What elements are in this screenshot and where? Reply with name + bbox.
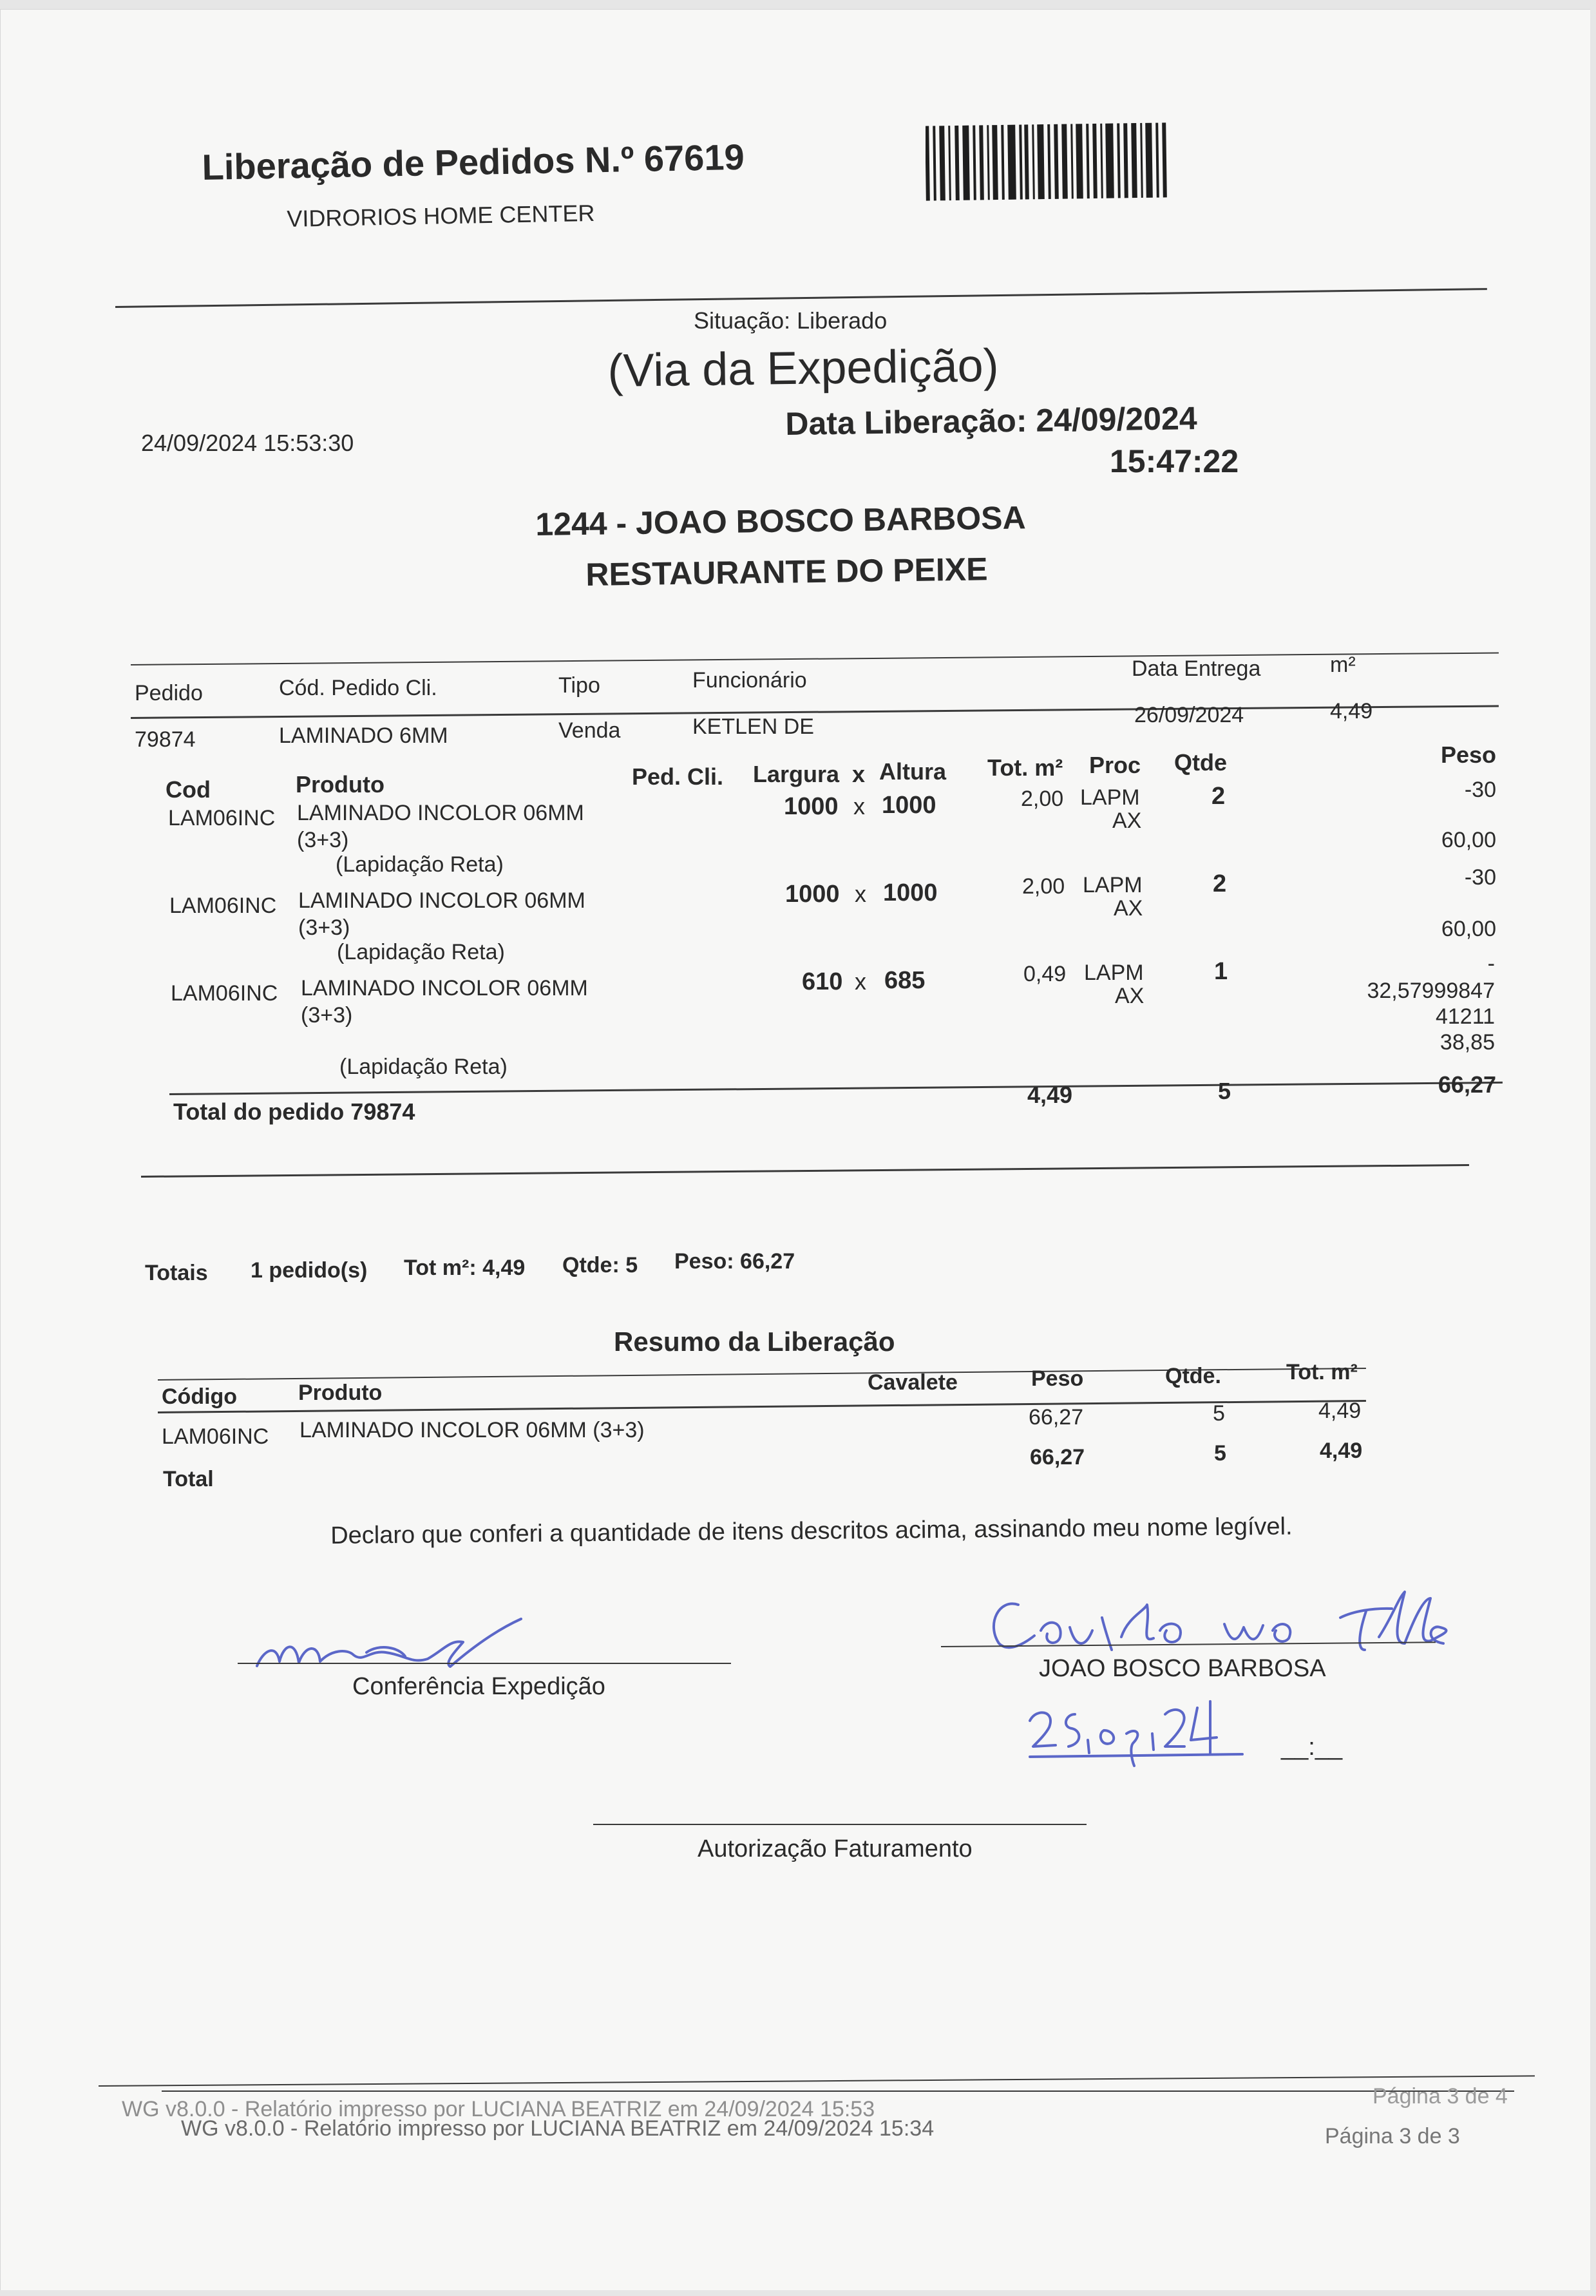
handwritten-date [1023,1695,1268,1772]
signature-label-left: Conferência Expedição [352,1673,605,1700]
resumo-col-qtde: Qtde. [1165,1364,1221,1388]
item-2-proc: LAPM [1083,873,1143,897]
customer-name: 1244 - JOAO BOSCO BARBOSA [535,499,1027,542]
item-2-produto: LAMINADO INCOLOR 06MM [298,888,585,913]
item-2-largura: 1000 [785,881,840,908]
resumo-total-label: Total [163,1467,214,1491]
item-3-qtde: 1 [1214,958,1228,985]
items-total-rule [169,1082,1503,1095]
col-qtde-header: Qtde [1174,749,1228,776]
totais-qtde: Qtde: 5 [562,1253,638,1277]
item-3-peso-line3: 38,85 [1439,1030,1495,1055]
order-total-label: Total do pedido 79874 [173,1098,415,1125]
item-3-proc-line2: AX [1115,984,1145,1008]
item-1-peso-sign: -30 [1464,778,1496,802]
col-tot-m2-header: Tot. m² [987,754,1063,781]
col-largura-header: Largura [753,761,840,787]
resumo-row-produto: LAMINADO INCOLOR 06MM (3+3) [299,1418,645,1442]
col-proc-header: Proc [1089,752,1141,778]
footer-rule-2 [162,2090,1514,2092]
footer-page-2: Página 3 de 3 [1325,2124,1460,2148]
col-data-entrega-header: Data Entrega [1132,656,1261,681]
col-altura-header: Altura [879,758,947,785]
item-1-proc-line2: AX [1112,808,1142,833]
col-tipo-header: Tipo [558,673,600,698]
resumo-row-peso: 66,27 [1029,1405,1084,1430]
col-m2-header: m² [1330,653,1356,677]
totais-label: Totais [145,1261,208,1285]
item-3-produto: LAMINADO INCOLOR 06MM [301,976,588,1000]
resumo-col-produto: Produto [298,1381,383,1405]
item-3-peso-sign: - [1487,952,1495,976]
col-x-header: x [852,761,866,787]
printed-timestamp: 24/09/2024 15:53:30 [141,430,354,456]
order-total-peso: 66,27 [1438,1071,1496,1098]
signature-conferencia [251,1605,585,1682]
resumo-col-codigo: Código [162,1384,238,1409]
totais-pedidos: 1 pedido(s) [251,1258,368,1283]
item-1-cod: LAM06INC [168,806,276,830]
resumo-row-qtde: 5 [1213,1401,1225,1426]
item-1-proc: LAPM [1080,785,1140,810]
item-1-x: x [853,793,865,819]
totais-peso: Peso: 66,27 [674,1249,795,1274]
items-bottom-rule [141,1164,1469,1178]
col-funcionario-header: Funcionário [692,668,807,693]
item-1-tot-m2: 2,00 [1021,787,1064,811]
item-3-peso-line2: 41211 [1435,1004,1495,1029]
resumo-col-cavalete: Cavalete [868,1370,958,1395]
item-1-obs: (Lapidação Reta) [336,852,504,877]
item-2-obs: (Lapidação Reta) [337,940,505,964]
order-total-qtde: 5 [1218,1078,1231,1104]
declaration-text: Declaro que conferi a quantidade de itens descritos acima, assinando meu nome legível. [330,1513,1293,1549]
footer-print-info-1: WG v8.0.0 - Relatório impresso por LUCIANA BEATRIZ em 24/09/2024 15:53 [122,2097,875,2121]
autorizacao-label: Autorização Faturamento [698,1835,973,1862]
time-blank: __:__ [1281,1734,1343,1761]
resumo-col-peso: Peso [1031,1366,1084,1391]
col-ped-cli-header: Ped. Cli. [632,763,724,790]
item-3-x: x [855,968,866,995]
totais-m2: Tot m²: 4,49 [404,1256,526,1280]
footer-page-1: Página 3 de 4 [1373,2084,1508,2109]
item-3-produto-line2: (3+3) [301,1003,353,1028]
item-3-peso-line1: 32,57999847 [1367,979,1495,1003]
item-3-cod: LAM06INC [171,981,278,1006]
item-1-produto: LAMINADO INCOLOR 06MM [297,801,584,825]
resumo-total-tot-m2: 4,49 [1320,1439,1363,1463]
item-2-cod: LAM06INC [169,894,277,918]
status-text: Situação: Liberado [694,307,888,334]
header-rule [115,288,1487,308]
col-produto-header: Produto [296,771,385,798]
item-3-obs: (Lapidação Reta) [339,1055,508,1079]
item-1-produto-line2: (3+3) [297,828,349,852]
order-header-bottom-rule [131,705,1499,719]
col-pedido-header: Pedido [135,681,203,705]
item-1-altura: 1000 [882,792,936,819]
item-1-peso: 60,00 [1441,828,1496,852]
report-title: Liberação de Pedidos N.º 67619 [202,136,745,187]
resumo-total-peso: 66,27 [1030,1445,1085,1469]
item-2-peso: 60,00 [1441,917,1496,941]
item-2-peso-sign: -30 [1464,865,1496,890]
footer-print-info-2: WG v8.0.0 - Relatório impresso por LUCIANA BEATRIZ em 24/09/2024 15:34 [181,2116,935,2141]
order-pedido-value: 79874 [135,727,196,752]
item-3-proc: LAPM [1084,961,1144,985]
item-1-qtde: 2 [1211,783,1226,810]
resumo-title: Resumo da Liberação [614,1326,895,1357]
item-2-proc-line2: AX [1114,896,1143,921]
company-name: VIDRORIOS HOME CENTER [287,199,595,232]
signature-line-left [238,1663,731,1664]
col-cod-header: Cod [166,776,211,803]
item-2-qtde: 2 [1213,870,1227,897]
resumo-row-codigo: LAM06INC [162,1424,269,1449]
order-cod-cli-value: LAMINADO 6MM [279,723,448,748]
release-date: Data Liberação: 24/09/2024 [785,400,1197,442]
resumo-col-tot-m2: Tot. m² [1286,1360,1358,1384]
footer-rule-1 [99,2075,1535,2087]
order-tipo-value: Venda [558,718,621,743]
order-funcionario-value: KETLEN DE [692,714,814,739]
signature-label-right: JOAO BOSCO BARBOSA [1039,1655,1326,1682]
col-peso-header: Peso [1441,741,1497,768]
customer-business: RESTAURANTE DO PEIXE [585,551,988,593]
resumo-total-qtde: 5 [1214,1441,1226,1466]
order-data-entrega-value: 26/09/2024 [1134,703,1244,727]
release-time: 15:47:22 [1110,443,1239,479]
resumo-row-tot-m2: 4,49 [1318,1399,1362,1423]
copy-label: (Via da Expedição) [607,340,1000,397]
autorizacao-line [593,1824,1087,1825]
item-3-altura: 685 [884,967,926,994]
col-cod-pedido-cli-header: Cód. Pedido Cli. [279,676,437,700]
order-total-m2: 4,49 [1027,1082,1073,1108]
barcode [926,119,1168,203]
order-m2-value: 4,49 [1330,699,1373,723]
item-3-tot-m2: 0,49 [1023,962,1067,986]
item-2-tot-m2: 2,00 [1022,874,1065,899]
item-2-altura: 1000 [883,879,938,906]
item-3-largura: 610 [802,968,843,995]
item-2-x: x [855,881,866,907]
document-page [0,9,1590,2290]
item-2-produto-line2: (3+3) [298,915,350,940]
item-1-largura: 1000 [784,793,839,820]
order-header-top-rule [131,652,1499,665]
